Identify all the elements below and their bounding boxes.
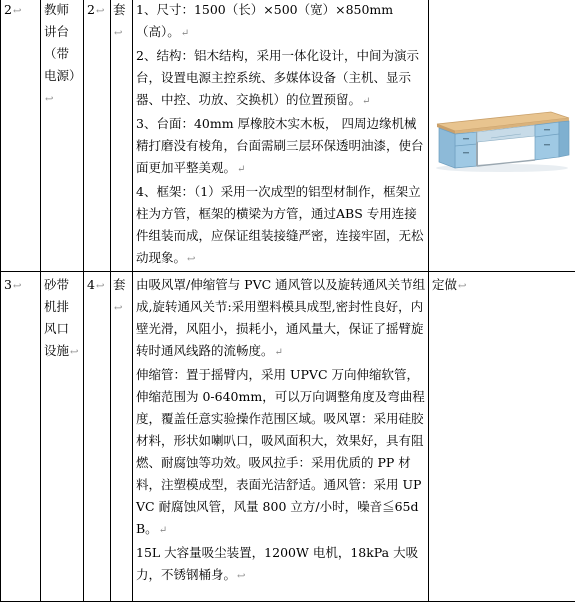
table-row	[1, 0, 575, 272]
spec-paragraph: 伸缩管：置于摇臂内，采用 UPVC 万向伸缩软管，伸缩范围为 0-640mm，可以万向调整角度及弯曲程度，覆盖任意实验操作范围区域。吸风罩：采用硅胶材料，形状如喇叭口，吸风面积大，效果好，具有阻燃、耐腐蚀等功效。吸风拉手：采用优质的 PP 材料，注塑模成型，表面光洁舒适。通风管：采用 UPVC 耐腐蚀风管，风量 800 立方/小时，噪音≦65dB。↵	[136, 364, 426, 542]
item-quantity: 2↩	[84, 0, 111, 272]
spec-paragraph: 由吸风罩/伸缩管与 PVC 通风管以及旋转通风关节组成,旋转通风关节:采用塑料模具成型,密封性良好，内壁光滑，风阻小，损耗小，通风量大，保证了摇臂旋转时通风线路的流畅度。↵	[136, 274, 426, 364]
spec-paragraph: 15L 大容量吸尘装置，1200W 电机，18kPa 大吸力，不锈钢桶身。↩	[136, 542, 426, 588]
product-image-cell	[429, 0, 575, 272]
item-spec	[133, 0, 429, 272]
row-number: 2↩	[1, 0, 41, 272]
item-spec	[133, 272, 429, 602]
item-name: 教师讲台（带电源）↩	[41, 0, 84, 272]
item-unit: 套↩	[111, 0, 133, 272]
item-remark: 定做↩	[429, 272, 575, 602]
spec-paragraph: 1、尺寸：1500（长）×500（宽）×850mm（高）。↵	[136, 0, 426, 45]
item-name: 砂带机排风口设施↩	[41, 272, 84, 602]
spec-paragraph: 3、台面：40mm 厚橡胶木实木板， 四周边缘机械精打磨没有棱角，台面需刷三层环保透明油漆，使台面更加平整美观。↵	[136, 113, 426, 181]
item-quantity: 4↩	[84, 272, 111, 602]
spec-paragraph: 2、结构：铝木结构，采用一体化设计，中间为演示台，设置电源主控系统、多媒体设备（主机、显示器、中控、功放、交换机）的位置预留。↵	[136, 45, 426, 113]
table-row	[1, 272, 575, 602]
spec-paragraph: 4、框架：（1）采用一次成型的铝型材制作，框架立柱为方管，框架的横梁为方管，通过ABS 专用连接件组装而成，应保证组装接缝严密，连接牢固，无松动现象。↩	[136, 181, 426, 271]
row-number: 3↩	[1, 272, 41, 602]
item-unit: 套↩	[111, 272, 133, 602]
desk-photo	[431, 94, 573, 174]
